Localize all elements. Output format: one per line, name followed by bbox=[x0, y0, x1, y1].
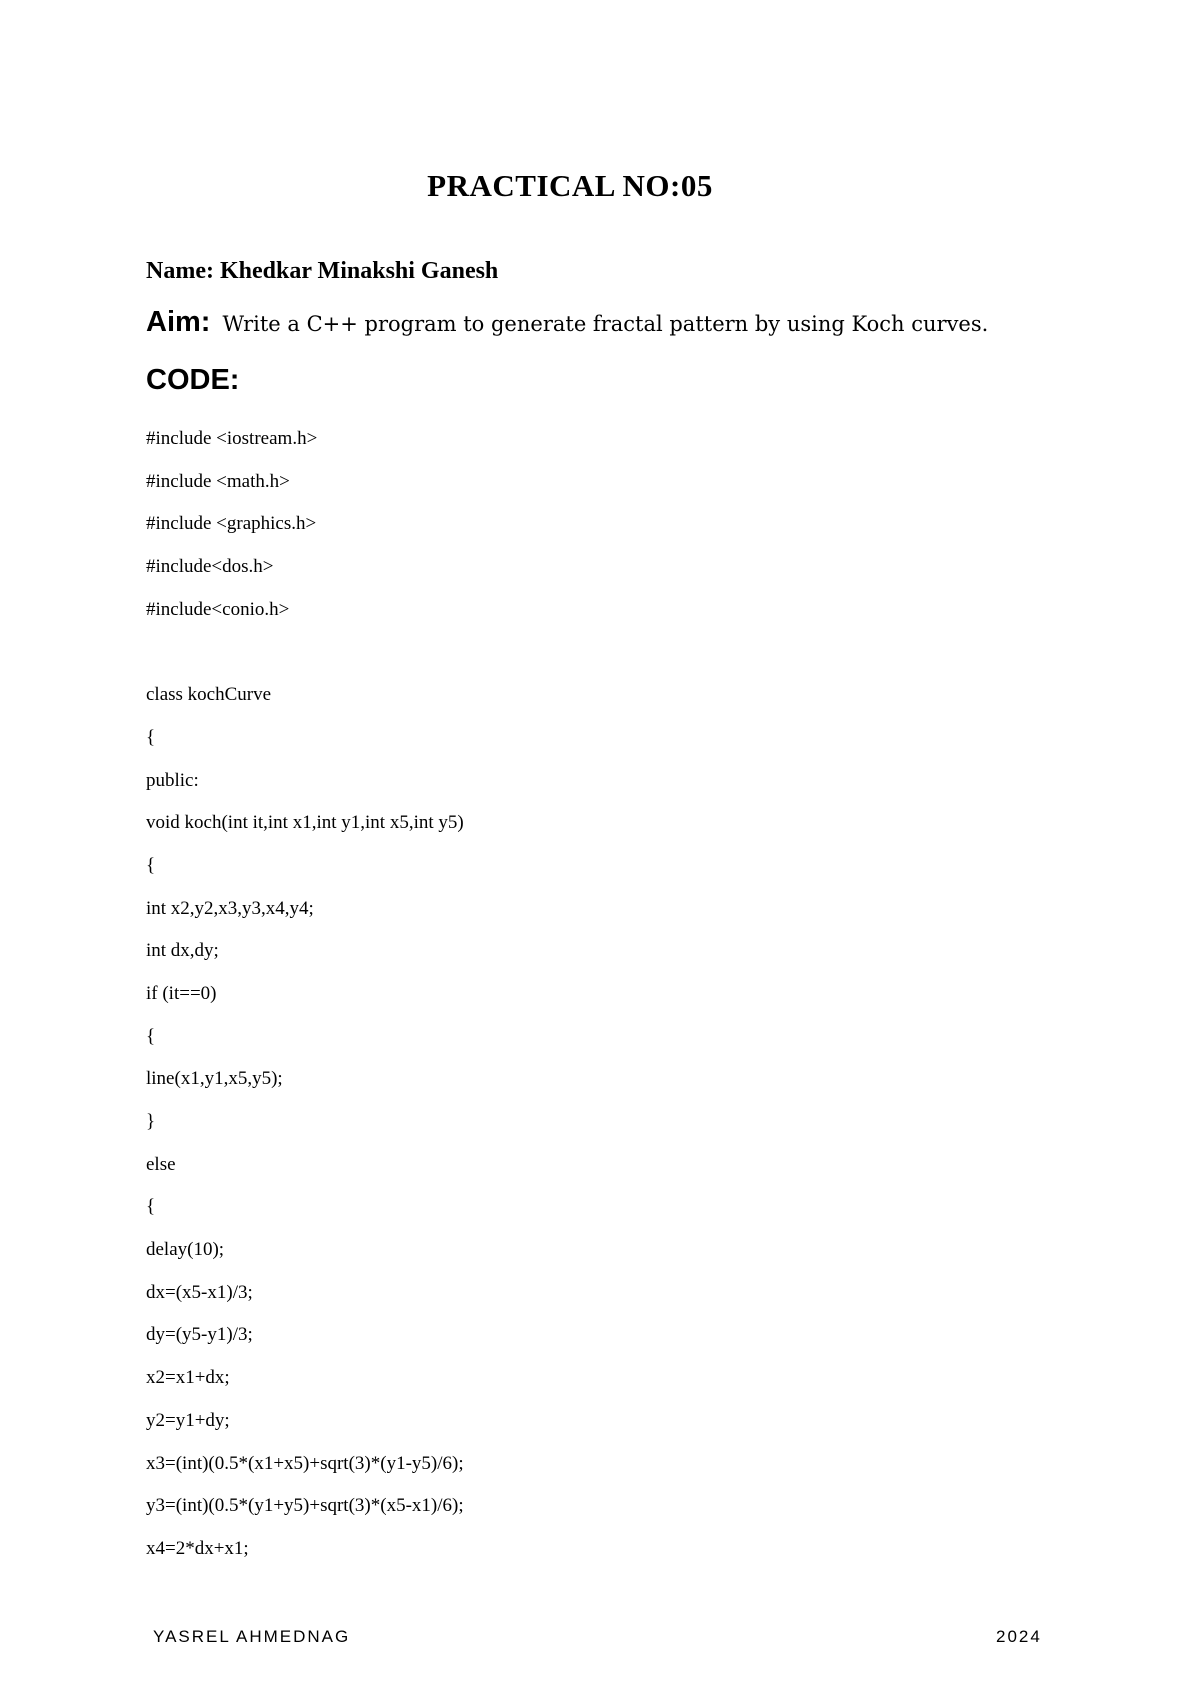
aim-text: Write a C++ program to generate fractal pattern by using Koch curves. bbox=[222, 312, 989, 336]
code-line: x2=x1+dx; bbox=[146, 1367, 230, 1389]
aim-label: Aim: bbox=[146, 306, 211, 338]
code-line: { bbox=[146, 854, 156, 876]
code-line: { bbox=[146, 1196, 156, 1218]
code-line: y3=(int)(0.5*(y1+y5)+sqrt(3)*(x5-x1)/6); bbox=[146, 1495, 464, 1517]
student-name: Name: Khedkar Minakshi Ganesh bbox=[146, 258, 499, 284]
code-line: else bbox=[146, 1153, 176, 1175]
code-line: #include <math.h> bbox=[146, 470, 290, 492]
code-line: int x2,y2,x3,y3,x4,y4; bbox=[146, 897, 314, 919]
aim-line bbox=[146, 306, 988, 339]
code-line: dy=(y5-y1)/3; bbox=[146, 1324, 253, 1346]
code-line: x4=2*dx+x1; bbox=[146, 1537, 249, 1559]
code-line: public: bbox=[146, 769, 199, 791]
code-line: if (it==0) bbox=[146, 982, 217, 1004]
code-line: line(x1,y1,x5,y5); bbox=[146, 1068, 283, 1090]
code-line: int dx,dy; bbox=[146, 940, 219, 962]
page-title: PRACTICAL NO:05 bbox=[427, 168, 713, 203]
code-line: #include <iostream.h> bbox=[146, 428, 318, 449]
code-line: class kochCurve bbox=[146, 684, 272, 706]
footer-left: YASREL AHMEDNAG bbox=[153, 1627, 351, 1646]
code-line: } bbox=[146, 1111, 156, 1132]
code-line: #include<dos.h> bbox=[146, 556, 274, 578]
footer-right: 2024 bbox=[996, 1627, 1042, 1646]
code-line: #include<conio.h> bbox=[146, 598, 290, 620]
code-line: delay(10); bbox=[146, 1239, 225, 1261]
code-block bbox=[146, 418, 464, 1571]
code-line bbox=[146, 631, 464, 674]
code-line: x3=(int)(0.5*(x1+x5)+sqrt(3)*(y1-y5)/6); bbox=[146, 1452, 464, 1474]
code-line: { bbox=[146, 1025, 156, 1047]
code-heading: CODE: bbox=[146, 364, 240, 396]
code-line: dx=(x5-x1)/3; bbox=[146, 1281, 253, 1303]
code-line: { bbox=[146, 726, 156, 748]
code-line: void koch(int it,int x1,int y1,int x5,int y5) bbox=[146, 812, 464, 834]
code-line: #include <graphics.h> bbox=[146, 513, 317, 535]
code-line: y2=y1+dy; bbox=[146, 1409, 230, 1431]
